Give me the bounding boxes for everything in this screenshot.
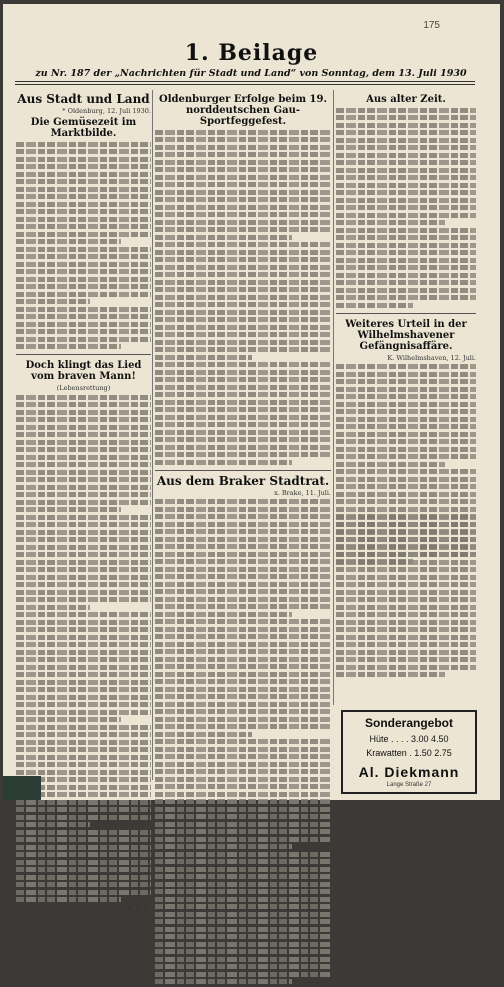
article-heading: Oldenburger Erfolge beim 19. norddeutschen Gau-Sportfeggefest. xyxy=(159,94,327,127)
column-divider-1 xyxy=(152,90,153,780)
section-heading: Aus Stadt und Land xyxy=(17,92,150,106)
ad-title: Sonderangebot xyxy=(364,716,453,730)
column-2 xyxy=(155,92,331,987)
continuation-text xyxy=(336,512,476,680)
advertisement xyxy=(341,710,477,794)
newspaper-page xyxy=(3,4,500,913)
article-signature: K. K–B. xyxy=(127,904,151,913)
article-subheading: (Lebensrettung) xyxy=(56,384,111,392)
ad-address: Lange Straße 27 xyxy=(386,782,432,788)
supplement-title: 1. Beilage xyxy=(184,40,319,66)
article-heading: Aus dem Braker Stadtrat. xyxy=(156,473,330,488)
header-rule-top xyxy=(15,81,475,82)
ad-price-line: Krawatten . 1.50 2.75 xyxy=(366,748,452,758)
header-rule-bottom xyxy=(15,84,475,85)
column-divider-2 xyxy=(333,90,334,705)
dateline: * Oldenburg, 12. Juli 1930. xyxy=(62,107,151,115)
supplement-subtitle: zu Nr. 187 der „Nachrichten für Stadt und Land“ von Sonntag, dem 13. Juli 1930 xyxy=(35,68,467,79)
ad-shop-name: Al. Diekmann xyxy=(358,764,460,780)
article-heading: Die Gemüsezeit im Marktbilde. xyxy=(30,117,137,139)
ad-price-line: Hüte . . . . 3.00 4.50 xyxy=(369,734,449,744)
page-number: 175 xyxy=(423,20,440,31)
article-heading: Aus alter Zeit. xyxy=(366,94,446,105)
article-heading: Doch klingt das Lied vom braven Mann! xyxy=(25,360,142,382)
article-heading: Weiteres Urteil in der Wilhelmshavener Gefängnisaffäre. xyxy=(345,318,467,352)
column-3 xyxy=(336,92,476,567)
library-stamp xyxy=(3,776,41,800)
dateline: x. Brake, 11. Juli. xyxy=(274,488,331,497)
dateline: K. Wilhelmshaven, 12. Juli. xyxy=(387,353,476,362)
